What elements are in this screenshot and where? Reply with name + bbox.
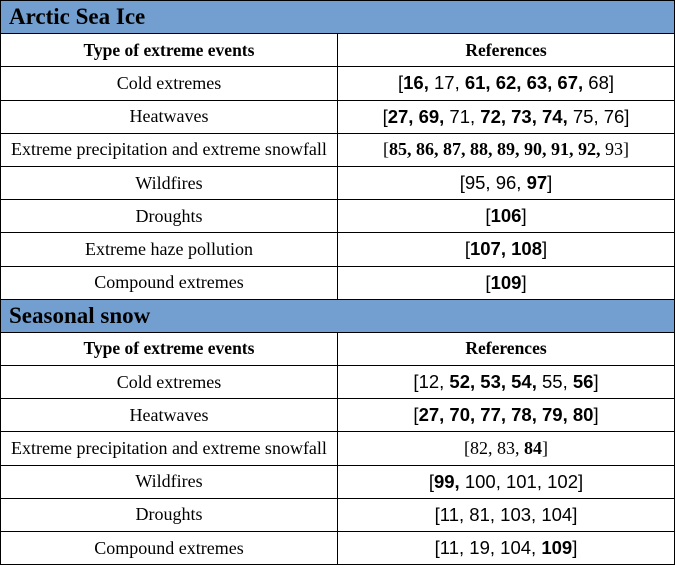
reference-number: 55: [542, 371, 563, 393]
reference-number: 80: [572, 404, 594, 426]
section-title-row: [1, 299, 675, 332]
reference-number: 93: [605, 139, 623, 160]
table-row: [1, 200, 675, 233]
references-cell: [11, 81, 103, 104]: [338, 498, 675, 531]
references-cell: [109]: [338, 266, 675, 299]
table-row: [1, 532, 675, 565]
reference-number: 54: [511, 371, 532, 393]
table-row: [1, 465, 675, 498]
reference-number: 53: [480, 371, 501, 393]
table-row: [1, 166, 675, 199]
reference-number: 76: [603, 105, 625, 127]
references-cell: [27, 69, 71, 72, 73, 74, 75, 76]: [338, 100, 675, 133]
references-cell: [16, 17, 61, 62, 63, 67, 68]: [338, 67, 675, 100]
reference-number: 27: [387, 105, 409, 127]
column-header-type: Type of extreme events: [1, 34, 338, 67]
event-type: Cold extremes: [1, 67, 338, 100]
reference-number: 104: [541, 503, 573, 525]
event-type: Extreme precipitation and extreme snowfall: [1, 133, 338, 166]
reference-number: 90: [524, 139, 542, 160]
reference-number: 100: [464, 470, 496, 492]
reference-number: 19: [469, 537, 490, 559]
column-header-row: [1, 34, 675, 67]
references-cell: [95, 96, 97]: [338, 166, 675, 199]
reference-number: 84: [524, 438, 542, 459]
reference-number: 97: [526, 172, 548, 194]
table-row: [1, 366, 675, 399]
reference-number: 109: [490, 271, 522, 293]
references-cell: [99, 100, 101, 102]: [338, 465, 675, 498]
reference-number: 85: [389, 139, 407, 160]
reference-number: 11: [439, 537, 460, 559]
reference-number: 69: [418, 105, 440, 127]
column-header-type: Type of extreme events: [1, 332, 338, 365]
section-title: Arctic Sea Ice: [1, 1, 675, 34]
reference-number: 68: [588, 72, 609, 94]
table-row: [1, 233, 675, 266]
references-cell: [11, 19, 104, 109]: [338, 532, 675, 565]
reference-number: 99: [433, 470, 455, 492]
reference-number: 79: [542, 404, 563, 426]
reference-number: 70: [449, 404, 470, 426]
reference-number: 89: [497, 139, 515, 160]
reference-number: 75: [572, 105, 594, 127]
reference-number: 27: [418, 404, 440, 426]
event-type: Droughts: [1, 498, 338, 531]
reference-number: 74: [542, 105, 563, 127]
reference-number: 16: [403, 72, 424, 94]
references-cell: [106]: [338, 200, 675, 233]
table-row: [1, 266, 675, 299]
reference-number: 87: [443, 139, 461, 160]
reference-number: 17: [433, 72, 455, 94]
section-title: Seasonal snow: [1, 299, 675, 332]
table-row: [1, 498, 675, 531]
reference-number: 104: [500, 537, 532, 559]
reference-number: 63: [526, 72, 548, 94]
reference-number: 71: [449, 105, 470, 127]
reference-number: 91: [551, 139, 569, 160]
event-type: Extreme haze pollution: [1, 233, 338, 266]
reference-number: 67: [557, 72, 578, 94]
references-cell: [82, 83, 84]: [338, 432, 675, 465]
event-type: Compound extremes: [1, 266, 338, 299]
reference-number: 62: [495, 72, 517, 94]
event-type: Droughts: [1, 200, 338, 233]
reference-number: 56: [572, 371, 594, 393]
reference-number: 73: [511, 105, 532, 127]
column-header-references: References: [338, 34, 675, 67]
table-row: [1, 100, 675, 133]
column-header-references: References: [338, 332, 675, 365]
table-row: [1, 133, 675, 166]
reference-number: 106: [490, 205, 522, 227]
reference-number: 109: [541, 537, 573, 559]
event-type: Wildfires: [1, 465, 338, 498]
event-type: Extreme precipitation and extreme snowfall: [1, 432, 338, 465]
column-header-row: [1, 332, 675, 365]
reference-number: 83: [497, 438, 515, 459]
reference-number: 103: [500, 503, 532, 525]
references-cell: [107, 108]: [338, 233, 675, 266]
reference-number: 72: [480, 105, 501, 127]
reference-number: 52: [449, 371, 470, 393]
reference-number: 101: [505, 470, 537, 492]
section-title-row: [1, 1, 675, 34]
event-type: Wildfires: [1, 166, 338, 199]
event-type: Heatwaves: [1, 100, 338, 133]
reference-number: 61: [464, 72, 486, 94]
reference-number: 78: [511, 404, 532, 426]
references-cell: [27, 70, 77, 78, 79, 80]: [338, 399, 675, 432]
table-row: [1, 432, 675, 465]
reference-number: 11: [439, 503, 460, 525]
event-type: Cold extremes: [1, 366, 338, 399]
reference-number: 96: [495, 172, 517, 194]
table-row: [1, 399, 675, 432]
table-row: [1, 67, 675, 100]
event-type: Heatwaves: [1, 399, 338, 432]
event-type: Compound extremes: [1, 532, 338, 565]
reference-number: 95: [464, 172, 486, 194]
reference-number: 77: [480, 404, 501, 426]
references-cell: [12, 52, 53, 54, 55, 56]: [338, 366, 675, 399]
reference-number: 82: [470, 438, 488, 459]
reference-number: 102: [547, 470, 579, 492]
reference-number: 107: [469, 238, 501, 260]
reference-number: 88: [470, 139, 488, 160]
references-cell: [85, 86, 87, 88, 89, 90, 91, 92, 93]: [338, 133, 675, 166]
reference-number: 86: [416, 139, 434, 160]
reference-number: 81: [469, 503, 490, 525]
reference-number: 92: [578, 139, 596, 160]
reference-number: 108: [511, 238, 543, 260]
reference-number: 12: [418, 371, 440, 393]
